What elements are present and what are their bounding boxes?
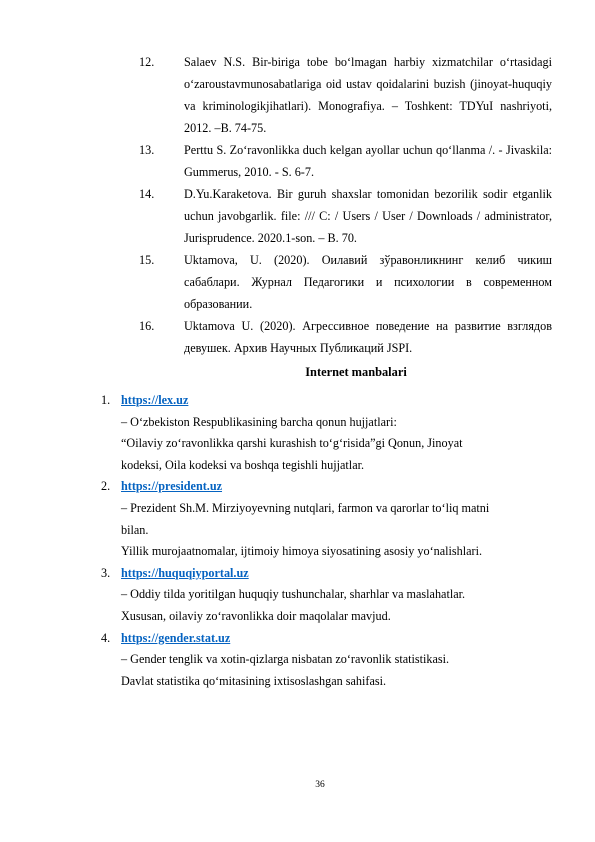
reference-number: 15. (139, 253, 155, 267)
reference-text: Perttu S. Zo‘ravonlikka duch kelgan ayollar uchun qo‘llanma /. - Jivaskila: Gummerus, 2010. - S. 6-7. (184, 143, 552, 179)
source-number: 1. (101, 393, 111, 407)
source-number: 4. (101, 630, 111, 645)
source-description-line: Davlat statistika qo‘mitasining ixtisoslashgan sahifasi. (121, 673, 387, 688)
internet-source-item (101, 476, 561, 562)
reference-text: Salaev N.S. Bir-biriga tobe bo‘lmagan harbiy xizmatchilar o‘rtasidagi o‘zaroustavmunosabatlariga oid ustav qoidalarini buzish (jinoyat-huquqiy va kriminologikjihatlari). Monografiya. – Toshkent: TDYuI nashriyoti, 2012. –B. 74-75. (184, 55, 552, 135)
source-description-line: – O‘zbekiston Respublikasining barcha qonun hujjatlari: (121, 414, 397, 429)
reference-item (139, 249, 552, 315)
source-description-line: kodeksi, Oila kodeksi va boshqa tegishli hujjatlar. (121, 457, 365, 472)
internet-sources-heading: Internet manbalari (305, 365, 407, 379)
reference-number: 16. (139, 319, 155, 333)
source-link[interactable]: https://gender.stat.uz (121, 630, 231, 645)
source-link[interactable]: https://president.uz (121, 479, 223, 494)
source-description-line: Xususan, oilaviy zo‘ravonlikka doir maqolalar mavjud. (121, 608, 391, 623)
source-description-line: bilan. (121, 522, 149, 537)
reference-item (139, 51, 552, 139)
internet-source-item (101, 563, 561, 628)
source-link[interactable]: https://lex.uz (121, 393, 189, 407)
reference-list (139, 51, 552, 359)
reference-number: 13. (139, 143, 155, 157)
reference-number: 14. (139, 187, 155, 201)
internet-source-item (101, 628, 561, 693)
source-number: 2. (101, 479, 111, 494)
source-description-line: Yillik murojaatnomalar, ijtimoiy himoya siyosatining asosiy yo‘nalishlari. (121, 544, 483, 559)
reference-text: Uktamova U. (2020). Агрессивное поведение на развитие взглядов девушек. Архив Научных Публикаций JSPI. (184, 319, 552, 355)
reference-item (139, 315, 552, 359)
reference-item (139, 139, 552, 183)
source-description-line: “Oilaviy zo‘ravonlikka qarshi kurashish to‘g‘risida”gi Qonun, Jinoyat (121, 436, 463, 451)
source-number: 3. (101, 565, 111, 580)
page-number: 36 (315, 780, 325, 790)
reference-text: D.Yu.Karaketova. Bir guruh shaxslar tomonidan bezorilik sodir etganlik uchun javobgarlik. file: /// C: / Users / User / Downloads / administrator, Jurisprudence. 2020.1-son. – B. 70. (184, 187, 552, 245)
reference-text: Uktamova, U. (2020). Оилавий зўравонликнинг келиб чикиш сабаблари. Журнал Педагогики и психологии в современном образовании. (184, 253, 552, 311)
source-description-line: – Gender tenglik va xotin-qizlarga nisbatan zo‘ravonlik statistikasi. (121, 652, 450, 667)
source-description-line: – Oddiy tilda yoritilgan huquqiy tushunchalar, sharhlar va maslahatlar. (121, 587, 466, 602)
internet-source-list (101, 390, 561, 692)
source-description-line: – Prezident Sh.M. Mirziyoyevning nutqlari, farmon va qarorlar to‘liq matni (121, 500, 490, 515)
source-link[interactable]: https://huquqiyportal.uz (121, 565, 249, 580)
reference-item (139, 183, 552, 249)
internet-source-item (101, 390, 561, 476)
reference-number: 12. (139, 55, 155, 69)
